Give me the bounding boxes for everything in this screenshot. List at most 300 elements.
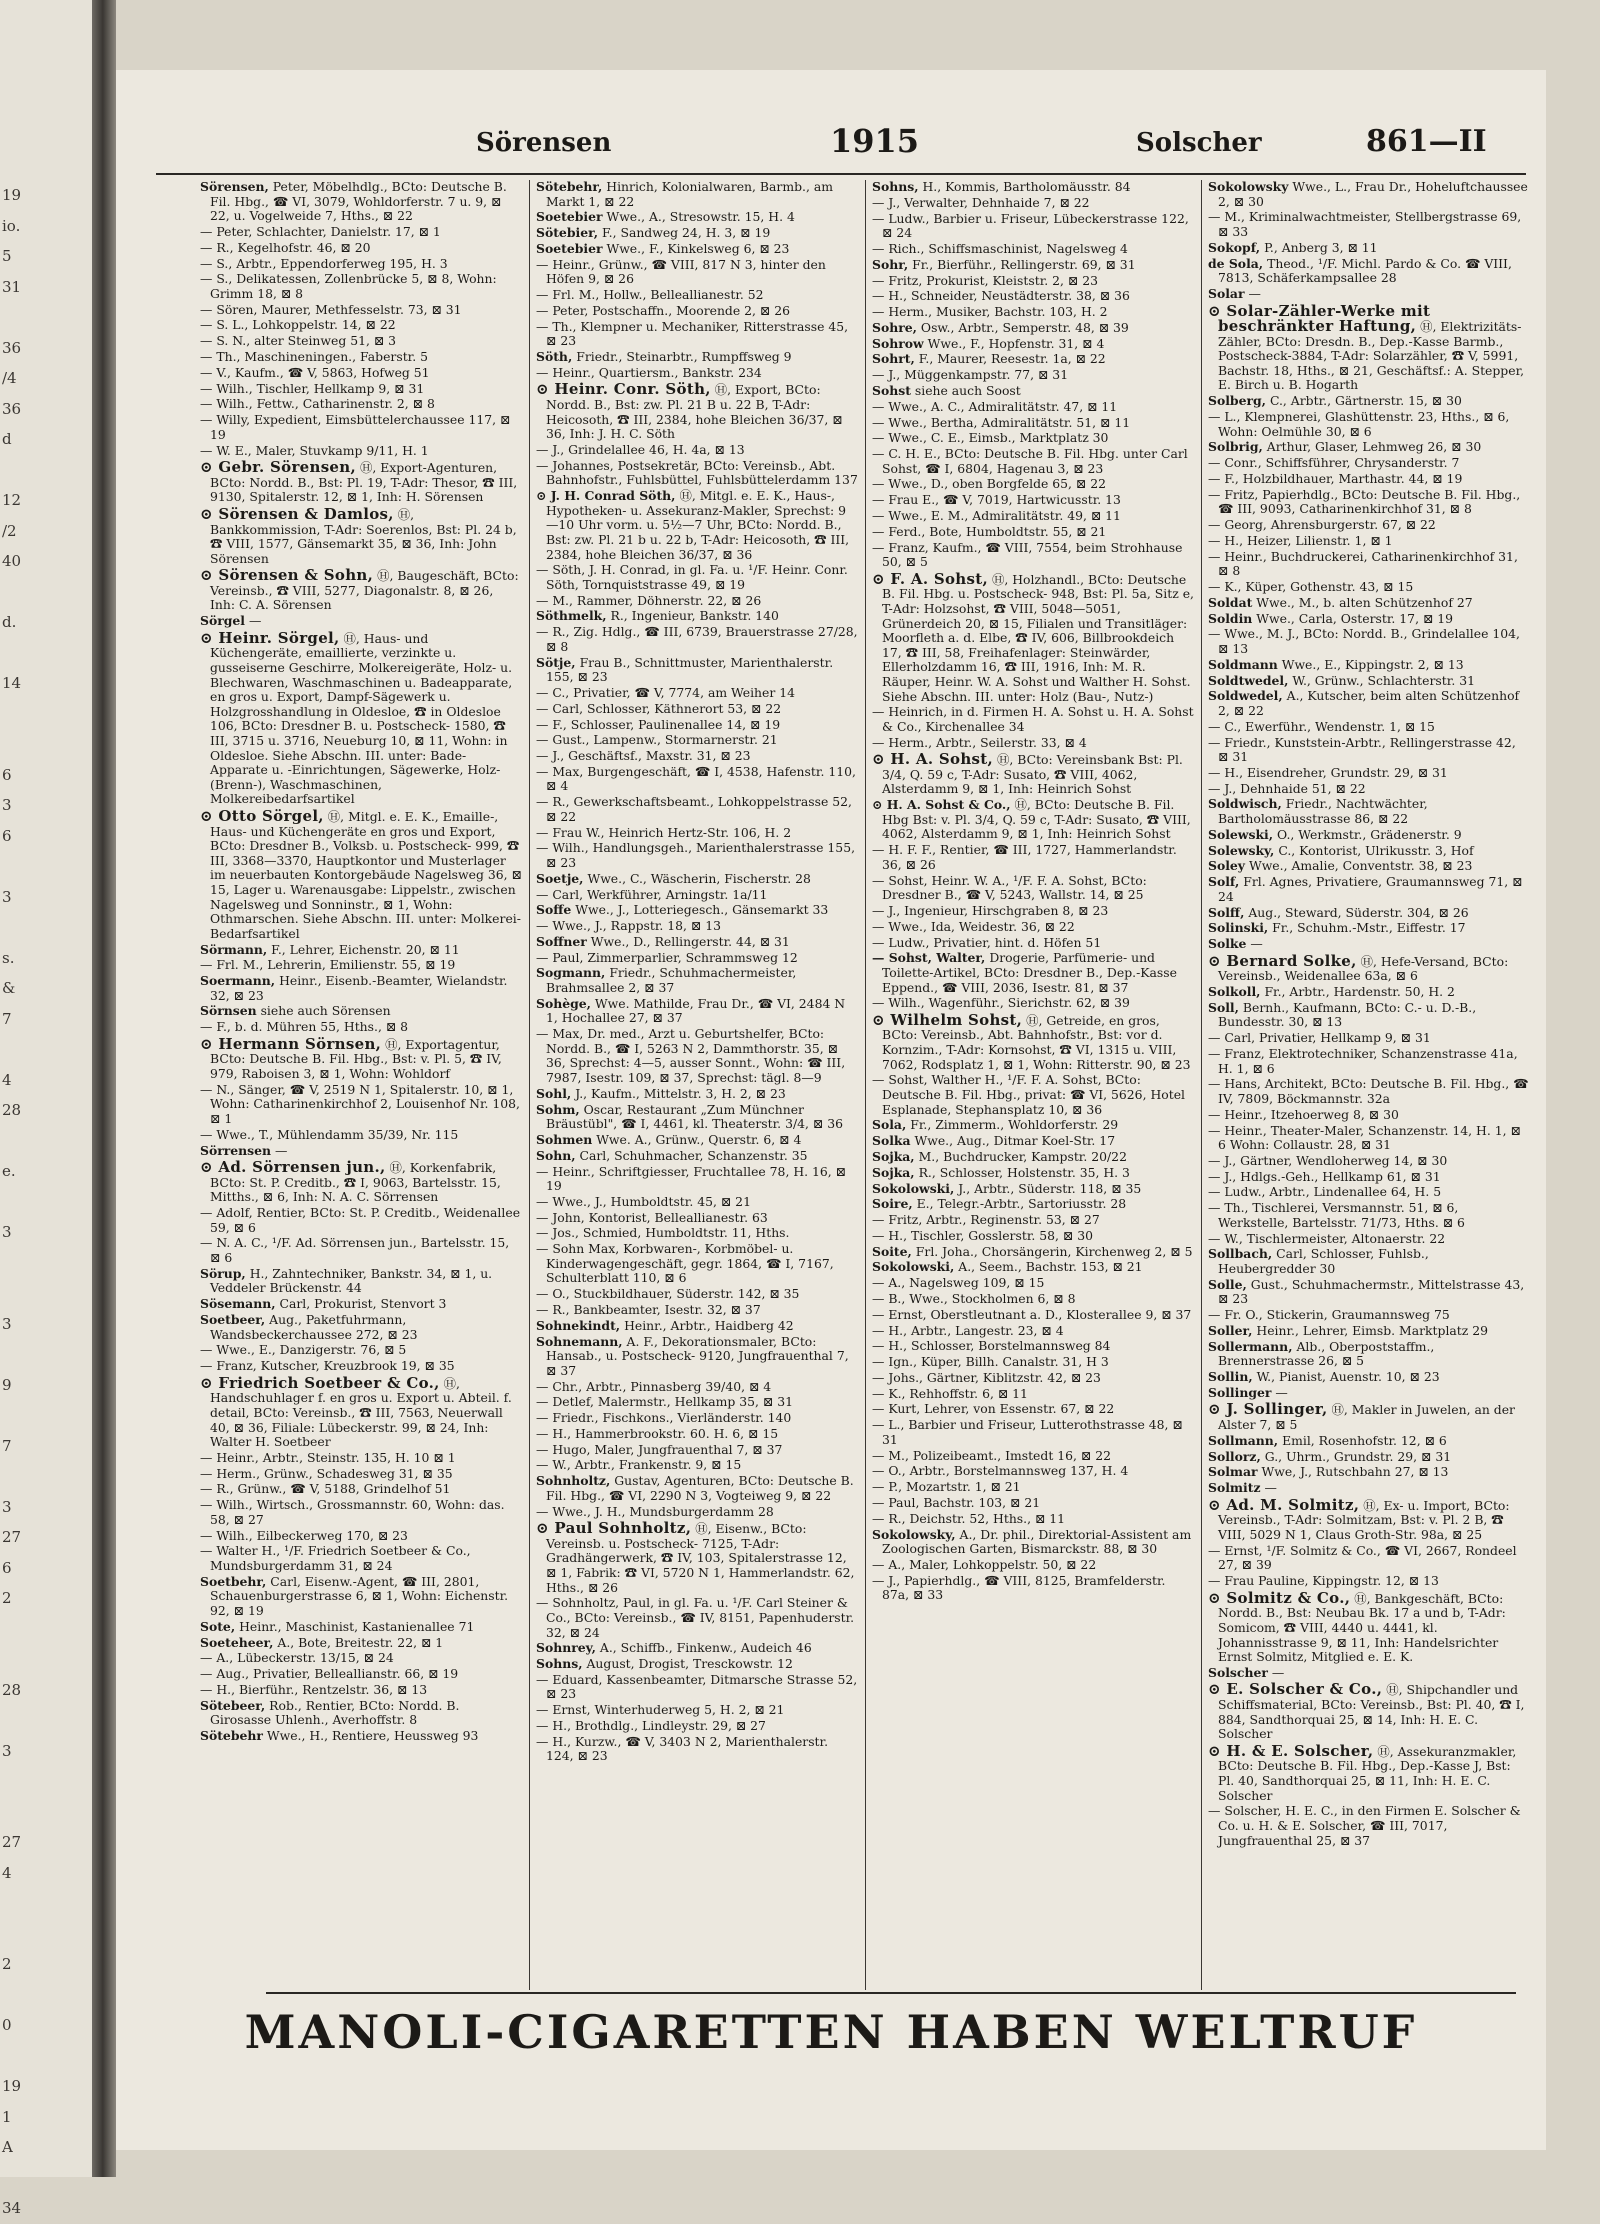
directory-entry xyxy=(872,509,1194,524)
entry-text: — R., Gewerkschaftsbeamt., Lohkoppelstrasse 52, ⊠ 22 xyxy=(536,794,852,824)
entry-text: — Carl, Privatier, Hellkamp 9, ⊠ 31 xyxy=(1208,1030,1431,1046)
entry-name: Sollorz, xyxy=(1208,1448,1261,1464)
directory-entry xyxy=(1208,720,1530,735)
margin-fragment: 40 xyxy=(2,552,22,570)
margin-fragment: 2 xyxy=(2,1589,12,1607)
margin-fragment xyxy=(2,1644,32,1675)
entry-text: — Th., Tischlerei, Versmannstr. 51, ⊠ 6, Werkstelle, Bartelsstr. 71/73, Hths. ⊠ 6 xyxy=(1208,1200,1465,1230)
directory-entry xyxy=(1208,1108,1530,1123)
directory-entry xyxy=(200,366,522,381)
directory-entry xyxy=(1208,937,1530,952)
entry-text: — S., Arbtr., Eppendorferweg 195, H. 3 xyxy=(200,255,448,271)
directory-entry xyxy=(872,1480,1194,1495)
directory-entry xyxy=(1208,472,1530,487)
entry-name: Solmitz xyxy=(1208,1480,1261,1496)
entry-name: Soller, xyxy=(1208,1322,1253,1338)
directory-entry xyxy=(536,1149,858,1164)
entry-text: O., Werkmstr., Grädenerstr. 9 xyxy=(1277,826,1462,842)
directory-entry xyxy=(200,1004,522,1019)
entry-text: — John, Kontorist, Belleallianestr. 63 xyxy=(536,1209,768,1225)
entry-text: Ⓗ, Mitgl. e. E. K., Emaille-, Haus- und Küchengeräte en gros und Export, BCto: Dresdner B., Volksb. u. Postscheck- 999, ☎ III, 3368—3370, Hauptkontor und Musterlager im neuerbauten Kontorgebäude Nagelsweg 36, ⊠ 15, Lager u. Warenausgabe: Lippelstr., zwischen Nagelsweg und Sonninstr., ⊠ 1, Wohn: Othmarschen. Siehe Abschn. III. unter: Molkerei-Bedarfsartikel xyxy=(210,808,522,941)
directory-entry xyxy=(1208,1544,1530,1573)
directory-entry xyxy=(1208,1450,1530,1465)
margin-fragment: s. xyxy=(2,948,15,967)
entry-text: — Th., Maschineningen., Faberstr. 5 xyxy=(200,349,428,365)
entry-name: Soley xyxy=(1208,858,1246,874)
directory-entry xyxy=(872,1182,1194,1197)
entry-name: Soermann, xyxy=(200,973,276,989)
directory-entry xyxy=(200,1575,522,1619)
directory-entry xyxy=(1208,985,1530,1000)
margin-fragment xyxy=(2,577,32,608)
entry-text: Peter, Möbelhdlg., BCto: Deutsche B. Fil. Hbg., ☎ VI, 3079, Wohldorferstr. 7 u. 9, ⊠ 22, u. Vogelweide 7, Hths., ⊠ 22 xyxy=(210,179,507,224)
entry-text: — Wwe., J., Rappstr. 18, ⊠ 13 xyxy=(536,918,722,934)
entry-text: Ⓗ, Makler in Juwelen, an der Alster 7, ⊠ 5 xyxy=(1218,1402,1515,1433)
entry-text: — O., Stuckbildhauer, Süderstr. 142, ⊠ 35 xyxy=(536,1286,800,1302)
directory-entry xyxy=(1208,1481,1530,1496)
directory-entry xyxy=(200,257,522,272)
entry-text: — R., Bankbeamter, Isestr. 32, ⊠ 37 xyxy=(536,1301,761,1317)
entry-text: — R., Kegelhofstr. 46, ⊠ 20 xyxy=(200,239,371,255)
directory-entry xyxy=(536,304,858,319)
entry-text: — H., Bierführ., Rentzelstr. 36, ⊠ 13 xyxy=(200,1681,428,1697)
directory-entry xyxy=(536,1165,858,1194)
margin-fragment xyxy=(2,1797,32,1828)
entry-name: Solewsky, xyxy=(1208,842,1275,858)
entry-text: — Wilh., Fettw., Catharinenstr. 2, ⊠ 8 xyxy=(200,396,435,412)
entry-text: — Heinr., Arbtr., Steinstr. 135, H. 10 ⊠ 1 xyxy=(200,1449,456,1465)
entry-name: Sohm, xyxy=(536,1101,580,1117)
entry-text: — Heinrich, in d. Firmen H. A. Sohst u. H. A. Sohst & Co., Kirchenallee 34 xyxy=(872,704,1194,734)
directory-entry xyxy=(200,334,522,349)
directory-entry xyxy=(1208,1247,1530,1276)
entry-text: — Friedr., Kunststein-Arbtr., Rellingerstrasse 42, ⊠ 31 xyxy=(1208,734,1516,765)
entry-text: — xyxy=(1275,1384,1288,1400)
entry-name: Sokolowski, xyxy=(872,1180,955,1196)
margin-fragment: 31 xyxy=(2,277,22,296)
entry-text: — J., Gärtner, Wendloherweg 14, ⊠ 30 xyxy=(1208,1152,1448,1168)
margin-fragment: 12 xyxy=(2,491,22,509)
directory-entry xyxy=(536,1641,858,1656)
entry-text: — P., Mozartstr. 1, ⊠ 21 xyxy=(872,1479,1021,1495)
directory-entry xyxy=(200,1529,522,1544)
directory-entry xyxy=(872,321,1194,336)
entry-name: Sohn, xyxy=(536,1147,576,1163)
entry-text: Alb., Oberpoststaffm., Brennerstrasse 26, ⊠ 5 xyxy=(1218,1338,1435,1369)
entry-text: — R., Deichstr. 52, Hths., ⊠ 11 xyxy=(872,1510,1066,1526)
directory-entry xyxy=(872,1496,1194,1511)
directory-entry xyxy=(536,489,858,562)
directory-entry xyxy=(872,1387,1194,1402)
entry-text: — Chr., Arbtr., Pinnasberg 39/40, ⊠ 4 xyxy=(536,1378,772,1394)
directory-entry xyxy=(1208,241,1530,256)
directory-entry xyxy=(872,920,1194,935)
directory-entry xyxy=(1208,1741,1530,1803)
entry-text: Ⓗ, Bankgeschäft, BCto: Nordd. B., Bst: Neubau Bk. 17 a und b, T-Adr: Somicom, ☎ VIII, 4440 u. 4441, kl. Johannisstrasse 9, ⊠ 11, Inh: Handelsrichter Ernst Solmitz, Mitglied e. E. K. xyxy=(1218,1590,1506,1665)
directory-entry xyxy=(1208,1386,1530,1401)
entry-text: Friedr., Schuhmachermeister, Brahmsallee 2, ⊠ 37 xyxy=(546,965,797,996)
directory-entry xyxy=(200,241,522,256)
directory-entry xyxy=(200,1128,522,1143)
entry-text: — A., Lübeckerstr. 13/15, ⊠ 24 xyxy=(200,1650,394,1666)
entry-text: — Gust., Lampenw., Stormarnerstr. 21 xyxy=(536,732,778,748)
directory-entry xyxy=(1208,1402,1530,1432)
directory-entry xyxy=(536,443,858,458)
directory-entry xyxy=(1208,921,1530,936)
directory-entry xyxy=(872,1528,1194,1557)
entry-text: M., Buchdrucker, Kampstr. 20/22 xyxy=(918,1148,1127,1164)
directory-entry xyxy=(536,1427,858,1442)
column-divider xyxy=(865,180,866,1990)
entry-text: Fr., Zimmerm., Wohldorferstr. 29 xyxy=(910,1117,1119,1133)
entry-text: — Franz, Kutscher, Kreuzbrook 19, ⊠ 35 xyxy=(200,1358,455,1374)
directory-entry xyxy=(536,826,858,841)
entry-text: — S. N., alter Steinweg 51, ⊠ 3 xyxy=(200,333,397,349)
directory-entry xyxy=(200,568,522,613)
directory-entry xyxy=(872,1010,1194,1072)
entry-text: H., Kommis, Bartholomäusstr. 84 xyxy=(922,179,1131,194)
entry-name: Sörup, xyxy=(200,1265,246,1281)
directory-entry xyxy=(1208,1077,1530,1106)
entry-text: — Ludw., Privatier, hint. d. Höfen 51 xyxy=(872,934,1102,950)
directory-entry xyxy=(200,460,522,505)
directory-entry xyxy=(872,1558,1194,1573)
directory-entry xyxy=(1208,859,1530,874)
entry-text: Wwe., F., Kinkelsweg 6, ⊠ 23 xyxy=(606,240,790,256)
left-margin-fragments xyxy=(2,180,32,2224)
directory-entry xyxy=(1208,1201,1530,1230)
entry-text: Ⓗ, BCto: Vereinsbank Bst: Pl. 3/4, Q. 59 c, T-Adr: Susato, ☎ VIII, 4062, Alsterdamm 9, ⊠ 1, Inh: Heinrich Sohst xyxy=(882,752,1183,797)
directory-entry xyxy=(200,1236,522,1265)
entry-text: H., Zahntechniker, Bankstr. 34, ⊠ 1, u. Veddeler Brückenstr. 44 xyxy=(210,1265,493,1296)
directory-entry xyxy=(1208,1682,1530,1741)
directory-entry xyxy=(1208,518,1530,533)
entry-name: Sokolowsky xyxy=(1208,179,1289,194)
entry-text: — xyxy=(248,613,262,629)
directory-entry xyxy=(1208,1170,1530,1185)
entry-text: — J., Dehnhaide 51, ⊠ 22 xyxy=(1208,780,1366,796)
directory-entry xyxy=(536,733,858,748)
entry-name: Sötebehr, xyxy=(536,179,603,194)
entry-text: — N. A. C., ¹/F. Ad. Sörrensen jun., Bartelsstr. 15, ⊠ 6 xyxy=(200,1235,510,1266)
directory-entry xyxy=(536,1719,858,1734)
entry-text: Carl, Schlosser, Fuhlsb., Heubergredder 30 xyxy=(1218,1246,1429,1276)
directory-entry xyxy=(200,614,522,629)
directory-entry xyxy=(872,274,1194,289)
entry-text: Ⓗ, Elektrizitäts-Zähler, BCto: Dresdn. B., Dep.-Kasse Barmb., Postscheck-3884, T-Adr: Solarzähler, ☎ V, 5991, Bachstr. 18, Hths., ⊠ 21, Geschäftsf.: A. Stepper, E. Birch u. B. Hogarth xyxy=(1218,319,1525,393)
entry-name: ⊙ Paul Sohnholtz, xyxy=(536,1519,692,1538)
directory-entry xyxy=(1208,180,1530,209)
entry-text: C., Arbtr., Gärtnerstr. 15, ⊠ 30 xyxy=(1269,393,1462,409)
margin-fragment: 14 xyxy=(2,674,22,692)
margin-fragment xyxy=(2,2041,32,2072)
entry-text: — Paul, Bachstr. 103, ⊠ 21 xyxy=(872,1494,1041,1510)
entry-name: ⊙ H. A. Sohst, xyxy=(872,750,994,769)
directory-entry xyxy=(536,625,858,654)
directory-entry xyxy=(200,1267,522,1296)
entry-text: Ⓗ, Ex- u. Import, BCto: Vereinsb., T-Adr: Solmitzam, Bst: v. Pl. 2 B, ☎ VIII, 5029 N 1, Claus Groth-Str. 98a, ⊠ 25 xyxy=(1218,1497,1510,1542)
entry-text: — C., Ewerführ., Wendenstr. 1, ⊠ 15 xyxy=(1208,718,1435,734)
entry-text: — Max, Burgengeschäft, ☎ I, 4538, Hafenstr. 110, ⊠ 4 xyxy=(536,763,856,794)
directory-entry xyxy=(200,958,522,973)
entry-text: W., Pianist, Auenstr. 10, ⊠ 23 xyxy=(1256,1369,1440,1385)
entry-text: — Ferd., Bote, Humboldtstr. 55, ⊠ 21 xyxy=(872,523,1107,539)
directory-entry xyxy=(872,400,1194,415)
entry-name: ⊙ Solmitz & Co., xyxy=(1208,1588,1351,1607)
entry-name: Sollmann, xyxy=(1208,1432,1279,1448)
entry-name: ⊙ Friedrich Soetbeer & Co., xyxy=(200,1373,440,1392)
directory-entry xyxy=(1208,1001,1530,1030)
margin-fragment: 7 xyxy=(2,1436,12,1455)
entry-text: — K., Rehhoffstr. 6, ⊠ 11 xyxy=(872,1385,1028,1401)
entry-text: — Heinr., Itzehoerweg 8, ⊠ 30 xyxy=(1208,1106,1399,1122)
entry-name: Solmar xyxy=(1208,1464,1258,1480)
entry-text: — Wilh., Handlungsgeh., Marienthalerstrasse 155, ⊠ 23 xyxy=(536,840,856,870)
directory-entry xyxy=(1208,1465,1530,1480)
entry-text: — Willy, Expedient, Eimsbüttelerchaussee 117, ⊠ 19 xyxy=(200,412,511,442)
directory-entry xyxy=(1208,1031,1530,1046)
entry-text: Fr., Bierführ., Rellingerstr. 69, ⊠ 31 xyxy=(912,256,1136,272)
entry-text: — Wwe., E. M., Admiralitätstr. 49, ⊠ 11 xyxy=(872,508,1121,524)
directory-entry xyxy=(1208,1434,1530,1449)
margin-fragment: e. xyxy=(2,1162,16,1180)
entry-text: — L., Barbier und Friseur, Lutterothstrasse 48, ⊠ 31 xyxy=(872,1417,1183,1447)
directory-entry xyxy=(1208,612,1530,627)
entry-text: — Heinr., Grünw., ☎ VIII, 817 N 3, hinter den Höfen 9, ⊠ 26 xyxy=(536,256,826,287)
directory-entry xyxy=(1208,596,1530,611)
directory-entry xyxy=(872,180,1194,195)
entry-name: Sohnrey, xyxy=(536,1640,596,1656)
entry-text: — Fritz, Arbtr., Reginenstr. 53, ⊠ 27 xyxy=(872,1212,1100,1228)
entry-text: — M., Rammer, Döhnerstr. 22, ⊠ 26 xyxy=(536,592,762,608)
directory-entry xyxy=(536,1133,858,1148)
margin-fragment xyxy=(2,1888,32,1919)
entry-name: Soetje, xyxy=(536,870,584,886)
margin-fragment xyxy=(2,729,32,760)
entry-text: — Rich., Schiffsmaschinist, Nagelsweg 4 xyxy=(872,240,1128,256)
directory-entry xyxy=(536,903,858,918)
entry-name: Soldin xyxy=(1208,610,1253,626)
page-header xyxy=(116,70,1546,160)
directory-entry xyxy=(872,1134,1194,1149)
entry-name: Soffe xyxy=(536,902,572,918)
directory-entry xyxy=(536,1027,858,1085)
entry-text: — Heinr., Buchdruckerei, Catharinenkirchhof 31, ⊠ 8 xyxy=(1208,548,1518,579)
entry-text: Wwe, J., Rutschbahn 27, ⊠ 13 xyxy=(1261,1464,1449,1480)
entry-text: — J., Verwalter, Dehnhaide 7, ⊠ 22 xyxy=(872,194,1090,210)
directory-entry xyxy=(536,872,858,887)
directory-entry xyxy=(536,288,858,303)
entry-text: — Johs., Gärtner, Kiblitzstr. 42, ⊠ 23 xyxy=(872,1369,1101,1385)
directory-entry xyxy=(200,1451,522,1466)
entry-text: Ⓗ, Export-Agenturen, BCto: Nordd. B., Bst: Pl. 19, T-Adr: Thesor, ☎ III, 9130, Spitalerstr. 12, ⊠ 1, Inh: H. Sörensen xyxy=(210,460,518,505)
column-4 xyxy=(1208,180,1530,1980)
entry-text: Rob., Rentier, BCto: Nordd. B. Girosasse Uhlenh., Averhoffstr. 8 xyxy=(210,1697,460,1728)
entry-text: W., Grünw., Schlachterstr. 31 xyxy=(1292,672,1475,688)
entry-name: ⊙ Solar-Zähler-Werke mit beschränkter Haftung, xyxy=(1208,301,1431,336)
directory-entry xyxy=(536,563,858,592)
entry-name: Sollinger xyxy=(1208,1384,1272,1400)
entry-text: Wwe., D., Rellingerstr. 44, ⊠ 31 xyxy=(590,933,790,949)
margin-fragment: 19 xyxy=(2,186,22,204)
entry-text: — Adolf, Rentier, BCto: St. P. Creditb., Weidenallee 59, ⊠ 6 xyxy=(200,1205,521,1235)
directory-entry xyxy=(872,196,1194,211)
entry-text: Wwe., H., Rentiere, Heussweg 93 xyxy=(266,1728,479,1744)
directory-entry xyxy=(872,1371,1194,1386)
entry-text: A., Kutscher, beim alten Schützenhof 2, ⊠ 22 xyxy=(1218,688,1520,718)
margin-fragment xyxy=(2,1187,32,1218)
directory-entry xyxy=(536,1380,858,1395)
directory-entry xyxy=(872,569,1194,704)
entry-text: — H., Schneider, Neustädterstr. 38, ⊠ 36 xyxy=(872,288,1130,304)
entry-text: — xyxy=(1264,1480,1277,1496)
entry-text: — A., Nagelsweg 109, ⊠ 15 xyxy=(872,1275,1045,1291)
entry-text: — Peter, Postschaffn., Moorende 2, ⊠ 26 xyxy=(536,302,790,318)
column-divider xyxy=(529,180,530,1990)
entry-text: — xyxy=(274,1142,288,1158)
margin-fragment: 2 xyxy=(2,1955,12,1973)
entry-text: — Wilh., Wirtsch., Grossmannstr. 60, Wohn: das. 58, ⊠ 27 xyxy=(200,1497,505,1527)
directory-entry xyxy=(536,1703,858,1718)
entry-name: Sokolowsky, xyxy=(872,1526,956,1542)
entry-text: — Th., Klempner u. Mechaniker, Ritterstrasse 45, ⊠ 23 xyxy=(536,318,849,349)
entry-text: — J., Ingenieur, Hirschgraben 8, ⊠ 23 xyxy=(872,902,1109,918)
directory-entry xyxy=(1208,1154,1530,1169)
margin-fragment: 6 xyxy=(2,1558,12,1577)
directory-entry xyxy=(872,705,1194,734)
entry-text: — Frau E., ☎ V, 7019, Hartwicusstr. 13 xyxy=(872,492,1121,508)
entry-text: — xyxy=(1248,285,1261,301)
directory-entry xyxy=(1208,1185,1530,1200)
entry-text: — Aug., Privatier, Belleallianstr. 66, ⊠ 19 xyxy=(200,1666,459,1682)
entry-name: Solka xyxy=(872,1133,911,1149)
directory-entry xyxy=(872,384,1194,399)
entry-name: Soetbeer, xyxy=(200,1312,266,1327)
directory-entry xyxy=(872,1213,1194,1228)
margin-fragment xyxy=(2,1980,32,2011)
entry-text: Friedr., Steinarbtr., Rumpffsweg 9 xyxy=(576,349,792,365)
directory-entry xyxy=(1208,875,1530,904)
directory-entry xyxy=(536,1474,858,1503)
entry-text: — Detlef, Malermstr., Hellkamp 35, ⊠ 31 xyxy=(536,1394,793,1410)
directory-entry xyxy=(536,1673,858,1702)
directory-entry xyxy=(200,318,522,333)
entry-text: A. F., Dekorationsmaler, BCto: Hansab., u. Postscheck- 9120, Jungfrauenthal 7, ⊠ 37 xyxy=(546,1333,849,1378)
margin-fragment: 36 xyxy=(2,399,22,418)
directory-entry xyxy=(872,936,1194,951)
directory-entry xyxy=(872,1464,1194,1479)
entry-name: Solf, xyxy=(1208,874,1240,890)
entry-text: — Carl, Werkführer, Arningstr. 1a/11 xyxy=(536,886,768,902)
directory-entry xyxy=(1208,844,1530,859)
directory-entry xyxy=(872,752,1194,797)
margin-fragment: 6 xyxy=(2,826,12,845)
margin-fragment: /4 xyxy=(2,369,17,387)
entry-text: — B., Wwe., Stockholmen 6, ⊠ 8 xyxy=(872,1291,1076,1306)
entry-text: Wwe., Amalie, Conventstr. 38, ⊠ 23 xyxy=(1248,858,1473,874)
entry-text: Wwe., Aug., Ditmar Koel-Str. 17 xyxy=(914,1133,1116,1149)
margin-fragment: 4 xyxy=(2,1863,12,1882)
directory-entry xyxy=(1208,580,1530,595)
entry-name: Sösemann, xyxy=(200,1296,276,1312)
entry-text: F., Lehrer, Eichenstr. 20, ⊠ 11 xyxy=(271,941,460,957)
entry-name: Sohnemann, xyxy=(536,1333,623,1349)
directory-entry xyxy=(536,841,858,870)
entry-text: Wwe., C., Wäscherin, Fischerstr. 28 xyxy=(587,870,811,886)
entry-text: — C. H. E., BCto: Deutsche B. Fil. Hbg. unter Carl Sohst, ☎ I, 6804, Hagenau 3, ⊠ 23 xyxy=(872,446,1188,476)
entry-name: Sote, xyxy=(200,1618,236,1634)
directory-entry xyxy=(536,656,858,685)
entry-name: ⊙ Sörensen & Sohn, xyxy=(200,566,374,585)
directory-entry xyxy=(200,1034,522,1082)
entry-text: — Wilh., Tischler, Hellkamp 9, ⊠ 31 xyxy=(200,380,425,396)
entry-text: Osw., Arbtr., Semperstr. 48, ⊠ 39 xyxy=(920,319,1129,335)
directory-entry xyxy=(1208,1370,1530,1385)
left-page-edge xyxy=(0,0,92,2217)
directory-entry xyxy=(536,459,858,488)
entry-name: Soldmann xyxy=(1208,656,1278,672)
directory-entry xyxy=(1208,394,1530,409)
entry-text: — Frau W., Heinrich Hertz-Str. 106, H. 2 xyxy=(536,824,792,840)
margin-fragment xyxy=(2,851,32,882)
entry-text: — Sohst, Heinr. W. A., ¹/F. F. A. Sohst, BCto: Dresdner B., ☎ V, 5243, Wallstr. 14, ⊠ 25 xyxy=(872,872,1147,903)
directory-entry xyxy=(536,1319,858,1334)
directory-entry xyxy=(536,966,858,995)
entry-name: Sojka, xyxy=(872,1148,915,1164)
directory-entry xyxy=(200,1343,522,1358)
directory-entry xyxy=(1208,287,1530,302)
directory-entry xyxy=(872,305,1194,320)
header-right-keyword: Solscher xyxy=(1136,128,1262,158)
directory-entry xyxy=(1208,1495,1530,1543)
directory-entry xyxy=(872,289,1194,304)
entry-text: — Frl. M., Hollw., Belleallianestr. 52 xyxy=(536,287,764,303)
margin-fragment xyxy=(2,1766,32,1797)
entry-text: J., Kaufm., Mittelstr. 3, H. 2, ⊠ 23 xyxy=(575,1085,786,1101)
directory-entry xyxy=(536,935,858,950)
entry-text: Heinr., Eisenb.-Beamter, Wielandstr. 32, ⊠ 23 xyxy=(210,973,508,1003)
directory-entry xyxy=(1208,1666,1530,1681)
entry-text: Ⓗ, Export, BCto: Nordd. B., Bst: zw. Pl. 21 B u. 22 B, T-Adr: Heicosoth, ☎ III, 2384, hohe Bleichen 36/37, ⊠ 36, Inh: J. H. C. Söth xyxy=(546,382,843,442)
entry-text: — Wwe., A. C., Admiralitätstr. 47, ⊠ 11 xyxy=(872,398,1118,414)
entry-name: de Sola, xyxy=(1208,255,1264,271)
entry-text: — Wwe., Bertha, Admiralitätstr. 51, ⊠ 11 xyxy=(872,414,1131,430)
entry-name: Sohr, xyxy=(872,256,909,272)
directory-entry xyxy=(536,951,858,966)
entry-name: Sohns, xyxy=(536,1656,583,1672)
directory-entry xyxy=(872,368,1194,383)
directory-entry xyxy=(536,210,858,225)
directory-entry xyxy=(1208,1340,1530,1369)
book-gutter xyxy=(92,0,116,2177)
entry-text: Ⓗ, Holzhandl., BCto: Deutsche B. Fil. Hbg. u. Postscheck- 948, Bst: Pl. 5a, Sitz e, T-Adr: Holzsohst, ☎ VIII, 5048—5051, Grünerdeich 20, ⊠ 15, Filialen und Transitläger: Moorfleth a. d. Elbe, ☎ IV, 606, Billbrookdeich 17, ☎ III, 58, Freihafenlager: Steinwärder, Ellerholzdamm 16, ☎ III, 1916, Inh: M. R. Räuper, Heinr. W. A. Sohst und Walther H. Sohst. Siehe Abschn. III. unter: Holz (Bau-, Nutz-) xyxy=(882,571,1194,704)
header-year: 1915 xyxy=(830,122,920,160)
directory-entry xyxy=(200,350,522,365)
entry-text: — S., Delikatessen, Zollenbrücke 5, ⊠ 8, Wohn: Grimm 18, ⊠ 8 xyxy=(200,271,497,301)
entry-name: Sollbach, xyxy=(1208,1246,1273,1262)
margin-fragment: A xyxy=(2,2138,13,2156)
entry-name: Soeteheer, xyxy=(200,1634,274,1650)
margin-fragment: 3 xyxy=(2,1223,12,1241)
directory-entry xyxy=(536,1521,858,1595)
directory-entry xyxy=(536,1596,858,1640)
entry-name: Soetbehr, xyxy=(200,1573,267,1589)
entry-text: siehe auch Soost xyxy=(914,382,1021,398)
entry-name: Sohnholtz, xyxy=(536,1473,611,1489)
directory-entry xyxy=(536,1735,858,1764)
directory-entry xyxy=(200,1373,522,1450)
margin-fragment xyxy=(2,912,32,943)
